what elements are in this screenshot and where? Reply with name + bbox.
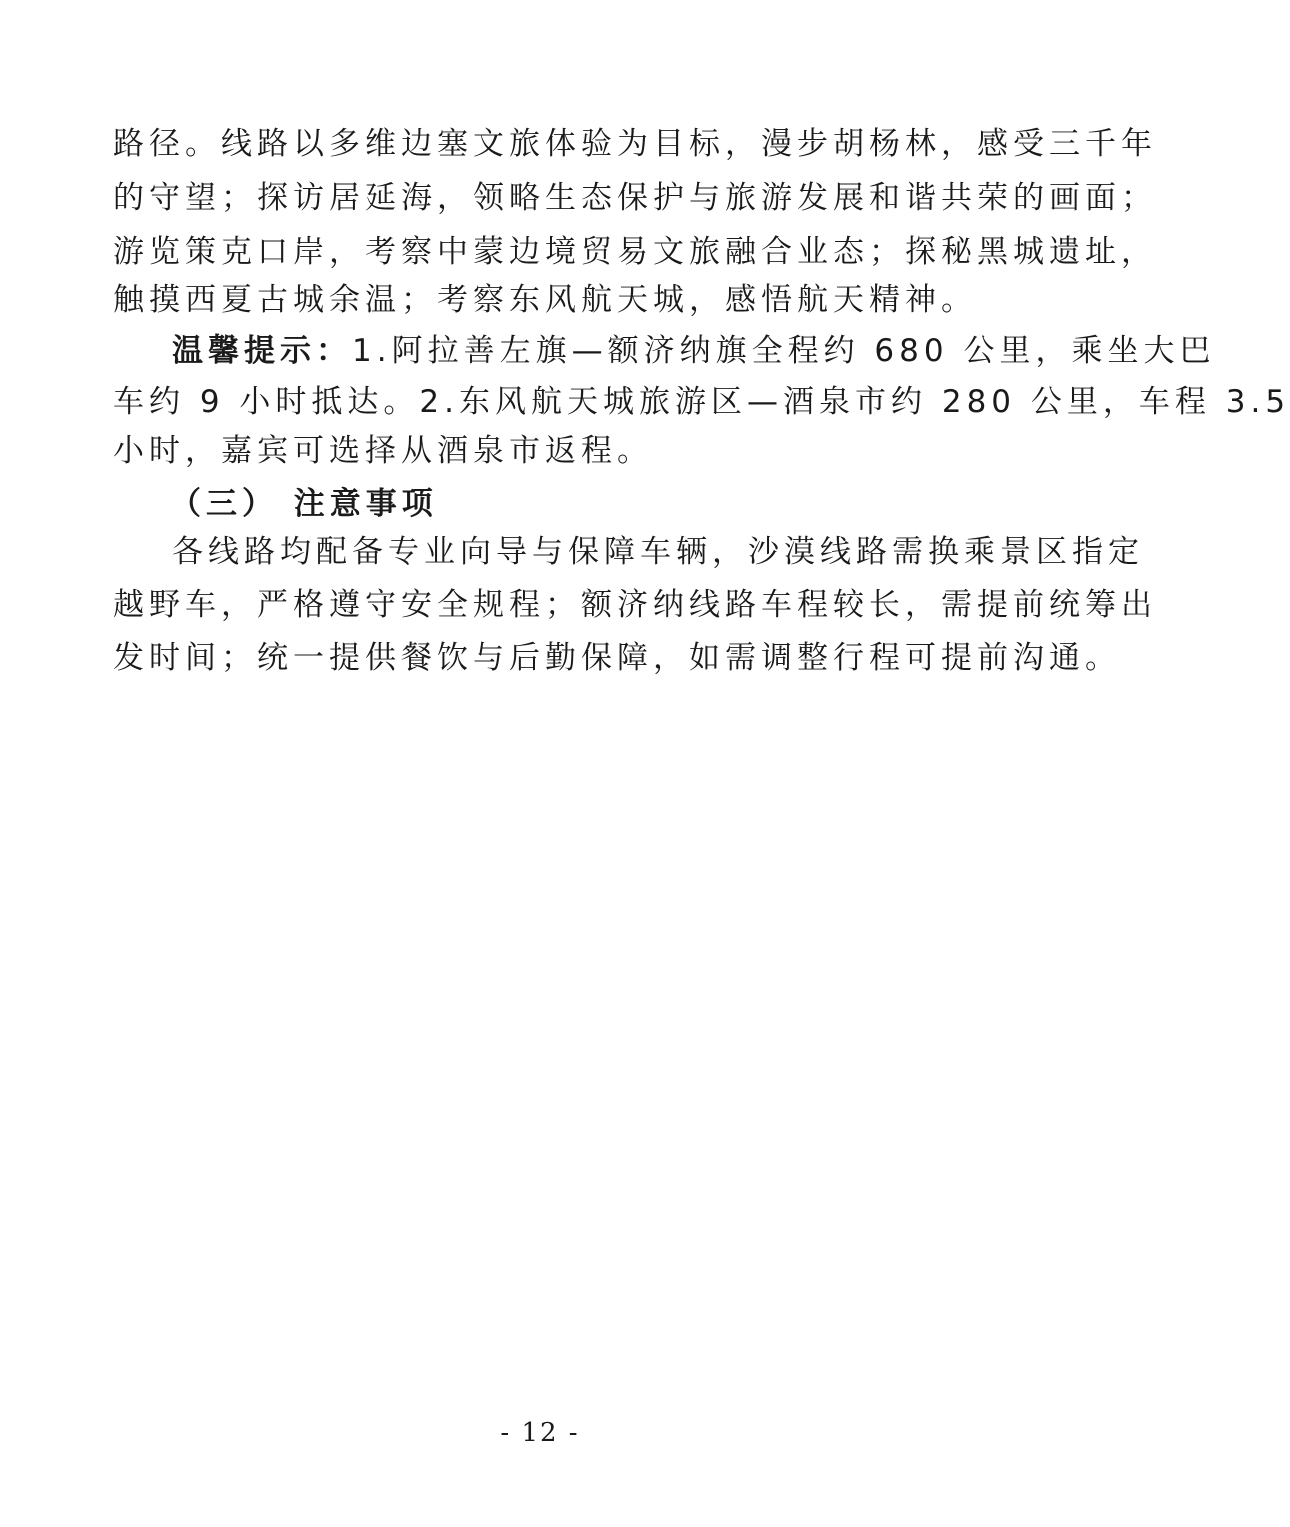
section-3-line-1: 各线路均配备专业向导与保障车辆，沙漠线路需换乘景区指定 <box>172 534 1144 570</box>
tip-line-3: 小时，嘉宾可选择从酒泉市返程。 <box>113 433 653 469</box>
tip-line-1 <box>172 331 1216 371</box>
paragraph-1-line-2: 的守望；探访居延海，领略生态保护与旅游发展和谐共荣的画面； <box>113 180 1157 216</box>
paragraph-1-line-3: 游览策克口岸，考察中蒙边境贸易文旅融合业态；探秘黑城遗址， <box>113 234 1157 270</box>
paragraph-1-line-1: 路径。线路以多维边塞文旅体验为目标，漫步胡杨林，感受三千年 <box>113 126 1157 162</box>
section-3-line-3: 发时间；统一提供餐饮与后勤保障，如需调整行程可提前沟通。 <box>113 640 1121 676</box>
tip-line-2: 车约 9 小时抵达。2.东风航天城旅游区—酒泉市约 280 公里，车程 3.5 <box>113 384 1290 420</box>
paragraph-1-line-4: 触摸西夏古城余温；考察东风航天城，感悟航天精神。 <box>113 282 977 318</box>
tip-label: 温馨提示： <box>172 333 352 369</box>
page-number: - 12 - <box>500 1418 580 1448</box>
section-3-line-2: 越野车，严格遵守安全规程；额济纳线路车程较长，需提前统筹出 <box>113 587 1157 623</box>
section-heading: （三） 注意事项 <box>170 486 438 522</box>
tip-line-1-text: 1.阿拉善左旗—额济纳旗全程约 680 公里，乘坐大巴 <box>352 333 1216 369</box>
